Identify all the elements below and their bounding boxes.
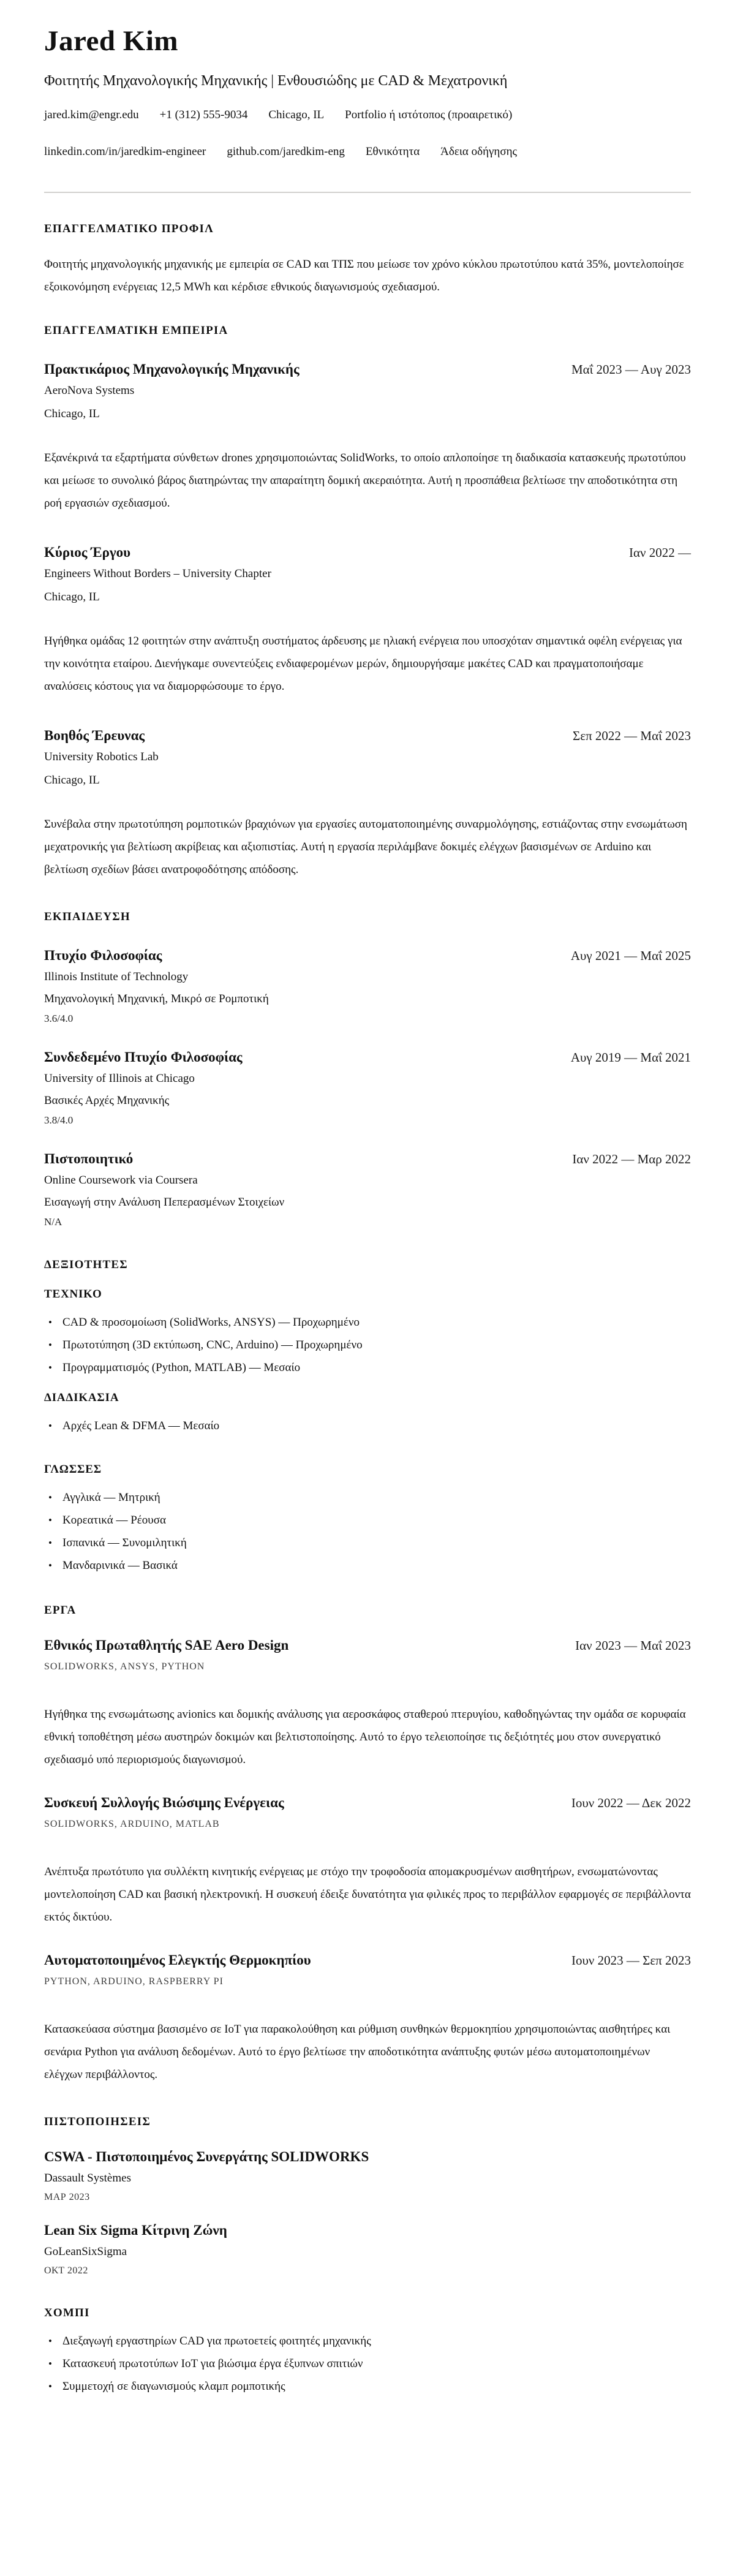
project-title: Εθνικός Πρωταθλητής SAE Aero Design <box>44 1637 289 1653</box>
tagline: Φοιτητής Μηχανολογικής Μηχανικής | Ενθουσιώδης με CAD & Μεχατρονική <box>44 72 508 89</box>
skill-item: • CAD & προσομοίωση (SolidWorks, ANSYS) — Προχωρημένο <box>44 1311 691 1334</box>
job-description: Ηγήθηκα ομάδας 12 φοιτητών στην ανάπτυξη συστήματος άρδευσης με ηλιακή ενέργεια που υποσχόταν σημαντικά οφέλη ενέργειας για την κοινότητα εταίρου. Διενήγκαμε συνεντεύξεις ενδιαφερομένων μερών, δημιουργήσαμε μακέτες CAD και πραγματοποιήσαμε αναλύσεις κόστους για να διαμορφώσουμε το έργο. <box>44 634 682 693</box>
project-description: Ηγήθηκα της ενσωμάτωσης avionics και δομικής ανάλυσης για αεροσκάφος σταθερού πτερυγίου, καθοδηγώντας την ομάδα σε κορυφαία εθνική τοποθέτηση μέσω αυστηρών δοκιμών και βελτιστοποίησης. Αυτό το έργο τελειοποίησε τις δεξιότητές μου στον συνεργατικό σχεδιασμό υπό περιορισμούς διαγωνισμού. <box>44 1707 686 1766</box>
gpa-value: 3.6/4.0 <box>44 1012 74 1024</box>
github-text: github.com/jaredkim-eng <box>227 145 345 158</box>
entry-head <box>44 1793 691 1813</box>
job-dates: Μαΐ 2023 — Αυγ 2023 <box>571 361 691 377</box>
project-entry <box>44 1951 691 2086</box>
nationality-text: Εθνικότητα <box>365 145 420 158</box>
field-of-study: Μηχανολογική Μηχανική, Μικρό σε Ρομποτική <box>44 992 269 1005</box>
skills-heading: ΔΕΞΙΟΤΗΤΕΣ <box>44 1258 128 1271</box>
section-skills <box>44 1257 691 1577</box>
skills-list-technical <box>44 1311 691 1379</box>
degree-dates: Αυγ 2019 — Μαΐ 2021 <box>570 1049 691 1065</box>
school-name: University of Illinois at Chicago <box>44 1071 195 1085</box>
project-description: Ανέπτυξα πρωτότυπο για συλλέκτη κινητικής ενέργειας με στόχο την τροφοδοσία απομακρυσμένων αισθητήρων, ενσωματώνοντας μοντελοποίηση CAD και βασική ηλεκτρονική. Η συσκευή έδειξε δυνατότητα για φιλικές προς το περιβάλλον εφαρμογές σε περιβάλλοντα εκτός δικτύου. <box>44 1865 691 1924</box>
field-of-study: Βασικές Αρχές Μηχανικής <box>44 1093 170 1107</box>
profile-summary: Φοιτητής μηχανολογικής μηχανικής με εμπειρία σε CAD και ΤΠΣ που μείωσε τον χρόνο κύκλου πρωτοτύπου κατά 35%, μοντελοποίησε εξοικονόμηση ενέργειας 12,5 MWh και κέρδισε εθνικούς διαγωνισμούς σχεδιασμού. <box>44 257 684 293</box>
project-entry <box>44 1793 691 1928</box>
certifications-heading: ΠΙΣΤΟΠΟΙΗΣΕΙΣ <box>44 2115 151 2128</box>
project-tags: SOLIDWORKS, ANSYS, PYTHON <box>44 1661 205 1672</box>
project-dates: Ιουν 2023 — Σεπ 2023 <box>571 1952 691 1968</box>
section-profile <box>44 221 691 298</box>
skill-item: • Αρχές Lean & DFMA — Μεσαίο <box>44 1415 691 1437</box>
gpa-value: 3.8/4.0 <box>44 1114 74 1126</box>
entry-head <box>44 543 691 562</box>
degree-title: Πτυχίο Φιλοσοφίας <box>44 947 162 963</box>
job-company: Engineers Without Borders – University Chapter <box>44 567 271 580</box>
skills-list-process <box>44 1415 691 1437</box>
certification-name: Lean Six Sigma Κίτρινη Ζώνη <box>44 2222 227 2238</box>
degree-dates: Ιαν 2022 — Μαρ 2022 <box>572 1151 691 1166</box>
person-name: Jared Kim <box>44 25 179 57</box>
section-certifications <box>44 2114 691 2277</box>
header-divider <box>44 192 691 193</box>
experience-entry <box>44 543 691 698</box>
projects-heading: ΕΡΓΑ <box>44 1603 77 1617</box>
project-tags: SOLIDWORKS, ARDUINO, MATLAB <box>44 1818 220 1829</box>
project-title: Συσκευή Συλλογής Βιώσιμης Ενέργειας <box>44 1794 284 1810</box>
language-item: • Μανδαρινικά — Βασικά <box>44 1554 691 1577</box>
project-tags: PYTHON, ARDUINO, RASPBERRY PI <box>44 1976 224 1987</box>
driving-license-text: Άδεια οδήγησης <box>440 145 518 158</box>
experience-entry <box>44 360 691 515</box>
entry-head <box>44 1951 691 1970</box>
job-title: Βοηθός Έρευνας <box>44 727 145 743</box>
section-education <box>44 909 691 1229</box>
hobbies-list <box>44 2330 691 2398</box>
certification-date: ΜΑΡ 2023 <box>44 2191 90 2202</box>
job-location: Chicago, IL <box>44 590 100 603</box>
project-entry <box>44 1636 691 1771</box>
linkedin-text: linkedin.com/in/jaredkim-engineer <box>44 145 206 158</box>
gpa-value: N/A <box>44 1215 62 1228</box>
job-company: AeroNova Systems <box>44 383 135 397</box>
education-entry <box>44 1048 691 1127</box>
phone-text: +1 (312) 555-9034 <box>159 108 248 121</box>
certification-issuer: Dassault Systèmes <box>44 2171 131 2185</box>
section-projects <box>44 1603 691 2086</box>
entry-head <box>44 946 691 965</box>
entry-head <box>44 1149 691 1169</box>
certification-name: CSWA - Πιστοποιημένος Συνεργάτης SOLIDWORKS <box>44 2148 369 2164</box>
contact-row-1 <box>44 107 691 123</box>
skills-group-label: ΓΛΩΣΣΕΣ <box>44 1462 102 1476</box>
degree-title: Πιστοποιητικό <box>44 1150 134 1166</box>
language-item: • Ισπανικά — Συνομιλητική <box>44 1532 691 1554</box>
location-text: Chicago, IL <box>268 108 325 121</box>
skill-item: • Πρωτοτύπηση (3D εκτύπωση, CNC, Arduino) — Προχωρημένο <box>44 1334 691 1356</box>
profile-heading: ΕΠΑΓΓΕΛΜΑΤΙΚΟ ΠΡΟΦΙΛ <box>44 222 214 235</box>
job-dates: Σεπ 2022 — Μαΐ 2023 <box>573 728 691 743</box>
education-heading: ΕΚΠΑΙΔΕΥΣΗ <box>44 910 130 923</box>
school-name: Online Coursework via Coursera <box>44 1173 198 1187</box>
job-location: Chicago, IL <box>44 773 100 787</box>
project-dates: Ιουν 2022 — Δεκ 2022 <box>571 1795 691 1810</box>
certification-date: ΟΚΤ 2022 <box>44 2265 88 2276</box>
language-item: • Κορεατικά — Ρέουσα <box>44 1509 691 1532</box>
resume-header <box>44 25 691 193</box>
skill-item: • Προγραμματισμός (Python, MATLAB) — Μεσαίο <box>44 1356 691 1379</box>
section-experience <box>44 323 691 881</box>
project-dates: Ιαν 2023 — Μαΐ 2023 <box>575 1637 691 1653</box>
certification-issuer: GoLeanSixSigma <box>44 2245 127 2258</box>
education-entry <box>44 1149 691 1229</box>
skills-list-languages <box>44 1486 691 1577</box>
portfolio-text: Portfolio ή ιστότοπος (προαιρετικό) <box>345 108 513 121</box>
skills-group-label: ΔΙΑΔΙΚΑΣΙΑ <box>44 1391 119 1404</box>
entry-head <box>44 360 691 379</box>
hobby-item: • Κατασκευή πρωτοτύπων IoT για βιώσιμα έργα έξυπνων σπιτιών <box>44 2352 691 2375</box>
entry-head <box>44 726 691 746</box>
job-location: Chicago, IL <box>44 407 100 420</box>
hobby-item: • Συμμετοχή σε διαγωνισμούς κλαμπ ρομποτικής <box>44 2375 691 2398</box>
school-name: Illinois Institute of Technology <box>44 970 189 983</box>
hobbies-heading: ΧΟΜΠΙ <box>44 2306 90 2319</box>
section-hobbies <box>44 2305 691 2398</box>
field-of-study: Εισαγωγή στην Ανάλυση Πεπερασμένων Στοιχείων <box>44 1195 285 1209</box>
project-title: Αυτοματοποιημένος Ελεγκτής Θερμοκηπίου <box>44 1952 311 1968</box>
degree-title: Συνδεδεμένο Πτυχίο Φιλοσοφίας <box>44 1049 243 1065</box>
job-company: University Robotics Lab <box>44 750 159 763</box>
skills-group-label: ΤΕΧΝΙΚΟ <box>44 1287 102 1301</box>
entry-head <box>44 1048 691 1067</box>
certification-entry <box>44 2147 691 2204</box>
job-title: Πρακτικάριος Μηχανολογικής Μηχανικής <box>44 361 300 377</box>
contact-row-2 <box>44 144 691 160</box>
project-description: Κατασκεύασα σύστημα βασισμένο σε IoT για παρακολούθηση και ρύθμιση συνθηκών θερμοκηπίου χρησιμοποιώντας αισθητήρες και σενάρια Python για ανάλυση δεδομένων. Αυτό το έργο βελτίωσε την αποδοτικότητα ανάπτυξης φυτών μέσω αυτοματοποιημένων ελέγχων περιβάλλοντος. <box>44 2022 671 2081</box>
education-entry <box>44 946 691 1025</box>
degree-dates: Αυγ 2021 — Μαΐ 2025 <box>570 948 691 963</box>
certification-entry <box>44 2221 691 2277</box>
job-title: Κύριος Έργου <box>44 544 131 560</box>
experience-heading: ΕΠΑΓΓΕΛΜΑΤΙΚΗ ΕΜΠΕΙΡΙΑ <box>44 323 228 337</box>
job-description: Συνέβαλα στην πρωτοτύπηση ρομποτικών βραχιόνων για εργασίες αυτοματοποιημένης συναρμολόγησης, εστιάζοντας στην ενσωμάτωση μεχατρονικής για βελτίωση ακρίβειας και αξιοπιστίας. Αυτή η εργασία περιλάμβανε δοκιμές ελέγχων βασισμένων σε Arduino και βελτίωση σχεδίων βάσει ανατροφοδότησης απόδοσης. <box>44 817 687 876</box>
hobby-item: • Διεξαγωγή εργαστηρίων CAD για πρωτοετείς φοιτητές μηχανικής <box>44 2330 691 2352</box>
experience-entry <box>44 726 691 881</box>
job-dates: Ιαν 2022 — <box>629 545 691 560</box>
language-item: • Αγγλικά — Μητρική <box>44 1486 691 1509</box>
entry-head <box>44 1636 691 1655</box>
job-description: Εξανέκρινά τα εξαρτήματα σύνθετων drones χρησιμοποιώντας SolidWorks, το οποίο απλοποίησε τη διαδικασία κατασκευής πρωτοτύπου και μείωσε το συνολικό βάρος διατηρώντας την απαραίτητη δομική ακεραιότητα. Αυτή η προσπάθεια βελτίωσε την αποδοτικότητα στη ροή εργασιών σχεδιασμού. <box>44 451 686 510</box>
email-text: jared.kim@engr.edu <box>44 108 139 121</box>
